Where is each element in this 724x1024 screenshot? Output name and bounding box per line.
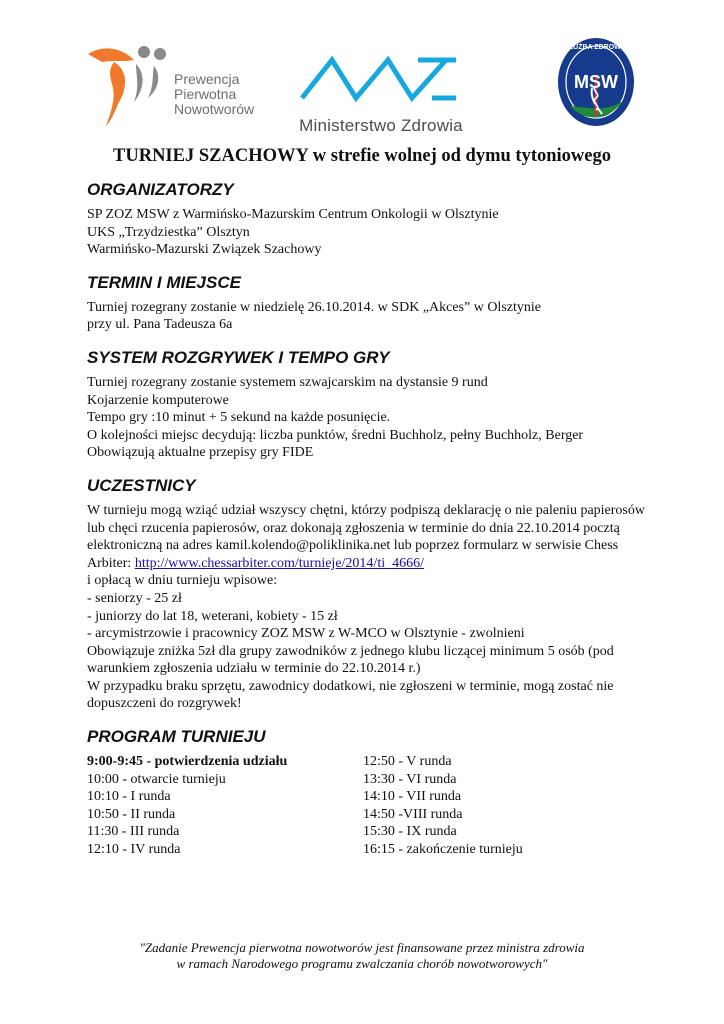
ppn-line-2: Pierwotna xyxy=(174,86,237,102)
participants-section xyxy=(87,476,647,713)
organizers-section xyxy=(87,180,647,259)
chessarbiter-link[interactable]: http://www.chessarbiter.com/turnieje/2014/ti_4666/ xyxy=(134,555,424,571)
schedule-item: 15:30 - IX runda xyxy=(363,824,457,840)
organizer-line: SP ZOZ MSW z Warmińsko-Mazurskim Centrum Onkologii w Olsztynie xyxy=(87,207,499,222)
schedule-item: 12:50 - V runda xyxy=(363,754,452,770)
participants-text: W turnieju mogą wziąć udział wszyscy chętni, którzy podpiszą deklarację o nie paleniu papierosów lub chęci rzucenia papierosów, oraz dokonają zgłoszenia w terminie do dnia 22.10.2014 pocztą elektroniczną na adres kamil.kolendo@poliklinika.net lub poprzez formularz w serwisie Chess Arbiter: xyxy=(87,502,645,571)
schedule-item: 14:10 - VII runda xyxy=(363,789,462,805)
schedule-item: 13:30 - VI runda xyxy=(363,771,457,787)
ministerstwo-zdrowia-logo xyxy=(296,46,466,136)
program-column-left xyxy=(87,753,363,859)
schedule-item: 16:15 - zakończenie turnieju xyxy=(363,842,523,858)
system-line: O kolejności miejsc decydują: liczba punktów, średni Buchholz, pełny Buchholz, Berger xyxy=(87,427,584,443)
organizers-heading: ORGANIZATORZY xyxy=(87,180,234,199)
ppn-line-1: Prewencja xyxy=(174,71,240,87)
mz-wave-icon xyxy=(296,46,466,114)
participants-line: i opłacą w dniu turnieju wpisowe: xyxy=(87,573,278,589)
ppn-line-3: Nowotworów xyxy=(174,101,255,117)
schedule-item: 10:00 - otwarcie turnieju xyxy=(87,771,226,787)
schedule-item: 11:30 - III runda xyxy=(87,824,180,840)
schedule-item: 12:10 - IV runda xyxy=(87,842,181,858)
runner-figure-icon xyxy=(84,40,174,130)
discount-line: Obowiązuje zniżka 5zł dla grupy zawodników z jednego klubu liczącej minimum 5 osób (pod warunkiem zgłoszenia udziału w terminie do 22.10.2014 r.) xyxy=(87,643,614,677)
date-place-section xyxy=(87,273,647,334)
schedule-item: 10:10 - I runda xyxy=(87,789,171,805)
system-line: Obowiązują aktualne przepisy gry FIDE xyxy=(87,445,314,461)
organizer-line: UKS „Trzydziestka” Olsztyn xyxy=(87,224,250,240)
program-section xyxy=(87,727,647,859)
prewencja-pierwotna-logo xyxy=(84,40,264,130)
msw-ring-text: SŁUŻBA ZDROWIA xyxy=(564,44,628,51)
notice-line: W przypadku braku sprzętu, zawodnicy dodatkowi, nie zgłoszeni w terminie, mogą zostać nie dopuszczeni do rozgrywek! xyxy=(87,678,614,712)
participants-heading: UCZESTNICY xyxy=(87,475,196,495)
date-place-line: Turniej rozegrany zostanie w niedzielę 26.10.2014. w SDK „Akces” w Olsztynie xyxy=(87,299,541,315)
fee-line: - seniorzy - 25 zł xyxy=(87,590,182,606)
program-column-right xyxy=(363,753,523,859)
msw-letters: MSW xyxy=(574,72,618,92)
mz-name: Ministerstwo Zdrowia xyxy=(299,116,463,135)
document-body xyxy=(87,180,647,873)
system-line: Tempo gry :10 minut + 5 sekund na każde posunięcie. xyxy=(87,410,391,426)
program-schedule xyxy=(87,753,647,859)
funding-footer xyxy=(0,940,724,972)
system-line: Kojarzenie komputerowe xyxy=(87,392,229,408)
fee-line: - arcymistrzowie i pracownicy ZOZ MSW z W-MCO w Olsztynie - zwolnieni xyxy=(87,626,525,642)
footer-line-1: "Zadanie Prewencja pierwotna nowotworów jest finansowane przez ministra zdrowia xyxy=(139,940,585,955)
schedule-item: 10:50 - II runda xyxy=(87,806,176,822)
schedule-item: 14:50 -VIII runda xyxy=(363,806,463,822)
program-heading: PROGRAM TURNIEJU xyxy=(87,727,266,747)
system-section xyxy=(87,348,647,462)
system-line: Turniej rozegrany zostanie systemem szwajcarskim na dystansie 9 rund xyxy=(87,374,488,390)
date-place-heading: TERMIN I MIEJSCE xyxy=(87,272,241,292)
fee-line: - juniorzy do lat 18, weterani, kobiety - 15 zł xyxy=(87,608,338,624)
footer-line-2: w ramach Narodowego programu zwalczania chorób nowotworowych" xyxy=(176,956,548,971)
page-title: TURNIEJ SZACHOWY w strefie wolnej od dymu tytoniowego xyxy=(113,146,611,166)
date-place-line: przy ul. Pana Tadeusza 6a xyxy=(87,317,233,333)
logo-bar xyxy=(0,36,724,136)
schedule-item: 9:00-9:45 - potwierdzenia udziału xyxy=(87,754,288,770)
system-heading: SYSTEM ROZGRYWEK I TEMPO GRY xyxy=(87,347,390,367)
organizer-line: Warmińsko-Mazurski Związek Szachowy xyxy=(87,242,322,258)
msw-health-service-emblem xyxy=(556,36,636,128)
participants-paragraph xyxy=(87,502,647,572)
